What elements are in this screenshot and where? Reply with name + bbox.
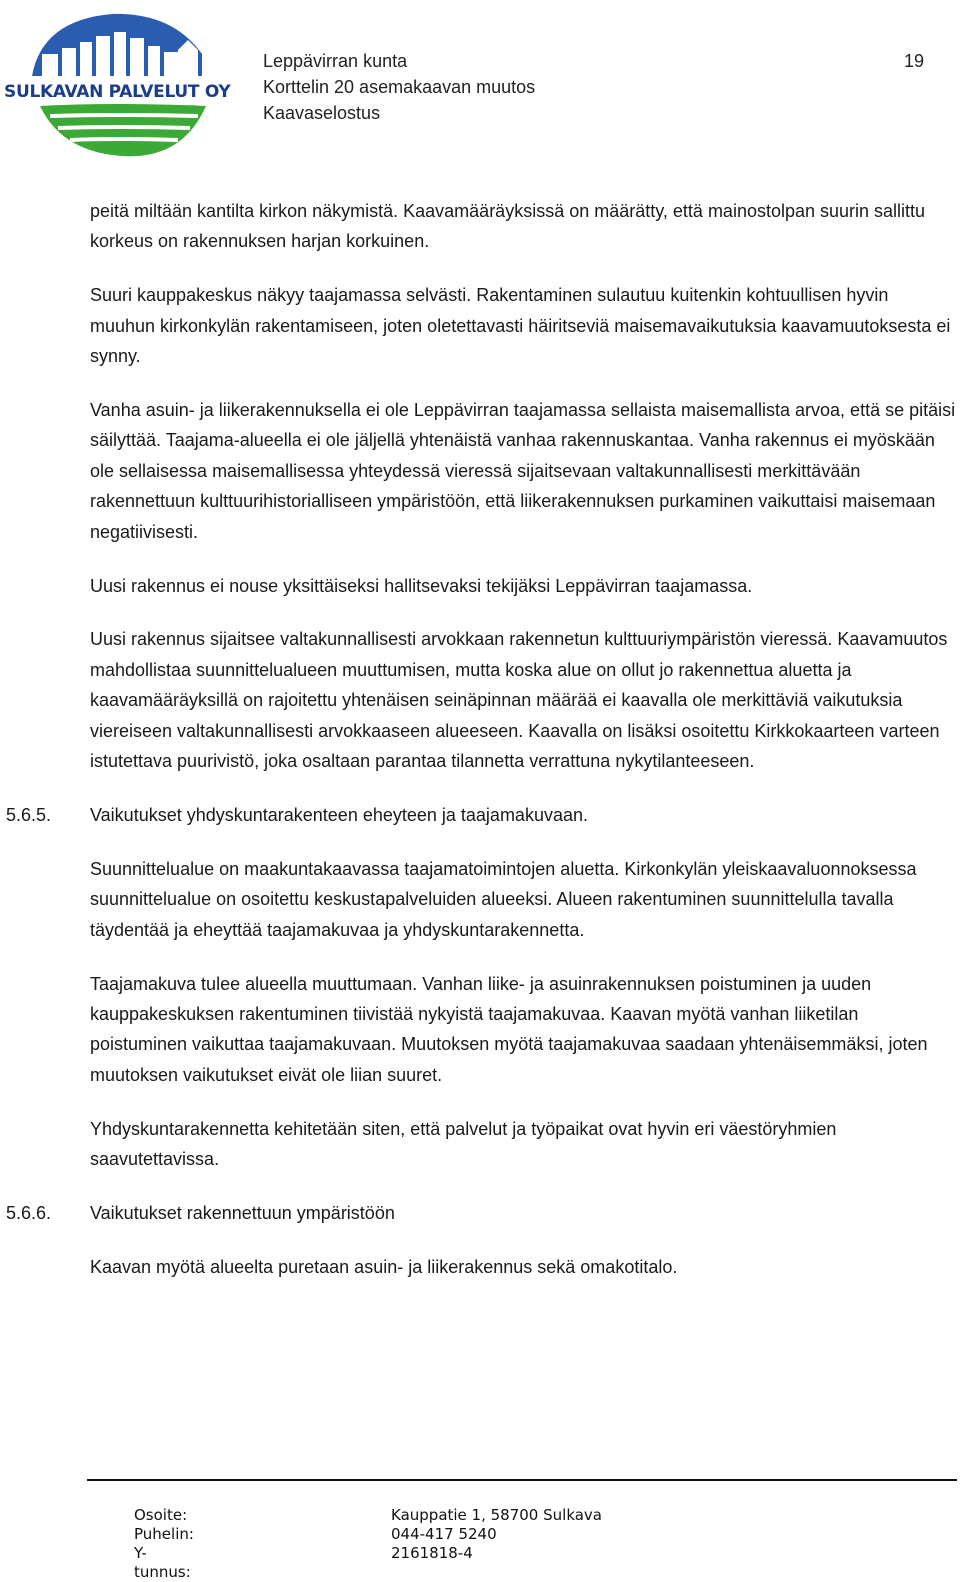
header-plan-title: Korttelin 20 asemakaavan muutos bbox=[263, 77, 536, 97]
header-document-type: Kaavaselostus bbox=[263, 103, 381, 123]
paragraph: peitä miltään kantilta kirkon näkymistä. Kaavamääräyksissä on määrätty, että mainostolpan suurin sallittu korkeus on rakennuksen harjan korkuinen. bbox=[90, 201, 926, 252]
paragraph: Yhdyskuntarakennetta kehitetään siten, että palvelut ja työpaikat ovat hyvin eri väestöryhmien saavutettavissa. bbox=[90, 1118, 837, 1170]
footer-label: Puhelin: bbox=[134, 1525, 194, 1543]
footer-business-id: 2161818-4 bbox=[391, 1544, 473, 1562]
header-municipality: Leppävirran kunta bbox=[263, 51, 408, 71]
page-header bbox=[263, 48, 535, 126]
section-number: 5.6.5. bbox=[6, 805, 52, 825]
paragraph: Kaavan myötä alueelta puretaan asuin- ja liikerakennus sekä omakotitalo. bbox=[90, 1256, 678, 1277]
section-heading-5-6-5 bbox=[0, 800, 960, 830]
paragraph: Uusi rakennus sijaitsee valtakunnallisesti arvokkaan rakennetun kulttuuriympäristön vieressä. Kaavamuutos mahdollistaa suunnittelualueen muuttumisen, mutta koska alue on ollut jo rakennettua aluetta ja kaavamääräyksillä on rajoitettu yhtenäisen seinäpinnan määrää ei kaavalla ole merkittäviä vaikutuksia viereiseen valtakunnallisesti arvokkaaseen alueeseen. Kaavalla on lisäksi osoitettu Kirkkokaarteen varteen istutettava puurivistö, joka osaltaan parantaa tilannetta verrattuna nykytilanteeseen. bbox=[90, 629, 948, 772]
paragraph: Suunnittelualue on maakuntakaavassa taajamatoimintojen aluetta. Kirkonkylän yleiskaavaluonnoksessa suunnittelualue on osoitettu keskustapalveluiden alueeksi. Alueen rakentuminen suunnittelulla tavalla täydentää ja eheyttää taajamakuvaa ja yhdyskuntarakennetta. bbox=[90, 858, 917, 940]
footer-label: Osoite: bbox=[134, 1506, 188, 1524]
page-number: 19 bbox=[904, 51, 925, 71]
company-logo bbox=[2, 10, 232, 158]
section-heading-5-6-6 bbox=[0, 1198, 960, 1228]
footer-phone: 044-417 5240 bbox=[391, 1525, 497, 1543]
document-body bbox=[0, 196, 960, 1306]
paragraph: Taajamakuva tulee alueella muuttumaan. Vanhan liike- ja asuinrakennuksen poistuminen ja uuden kauppakeskuksen rakentuminen tiivistää nykyistä taajamakuvaa. Kaavan myötä vanhan liiketilan poistuminen vaikuttaa taajamakuvaan. Muutoksen myötä taajamakuvaa saadaan yhtenäisemmäksi, joten muutoksen vaikutukset eivät ole liian suuret. bbox=[90, 973, 928, 1085]
footer-divider bbox=[87, 1479, 957, 1481]
section-number: 5.6.6. bbox=[6, 1203, 52, 1224]
footer-address: Kauppatie 1, 58700 Sulkava bbox=[391, 1506, 602, 1524]
footer-label: Y-tunnus: bbox=[134, 1544, 191, 1581]
logo-wordmark: SULKAVAN PALVELUT OY bbox=[4, 82, 231, 102]
paragraph: Suuri kauppakeskus näkyy taajamassa selvästi. Rakentaminen sulautuu kuitenkin kohtuullisen hyvin muuhun kirkonkylän rakentamiseen, joten oletettavasti häiritseviä maisemavaikutuksia kaavamuutoksesta ei synny. bbox=[90, 285, 951, 367]
paragraph: Vanha asuin- ja liikerakennuksella ei ole Leppävirran taajamassa sellaista maisemallista arvoa, että se pitäisi säilyttää. Taajama-alueella ei ole jäljellä yhtenäistä vanhaa rakennuskantaa. Vanha rakennus ei myöskään ole sellaisessa maisemallisessa yhteydessä vieressä sijaitsevaan valtakunnallisesti merkittävään rakennettuun kulttuurihistorialliseen ympäristöön, että liikerakennuksen purkaminen vaikuttaisi maisemaan negatiivisesti. bbox=[90, 400, 956, 542]
paragraph: Uusi rakennus ei nouse yksittäiseksi hallitsevaksi tekijäksi Leppävirran taajamassa. bbox=[90, 575, 753, 596]
section-title: Vaikutukset rakennettuun ympäristöön bbox=[90, 1203, 395, 1224]
section-title: Vaikutukset yhdyskuntarakenteen eheyteen ja taajamakuvaan. bbox=[90, 805, 588, 825]
